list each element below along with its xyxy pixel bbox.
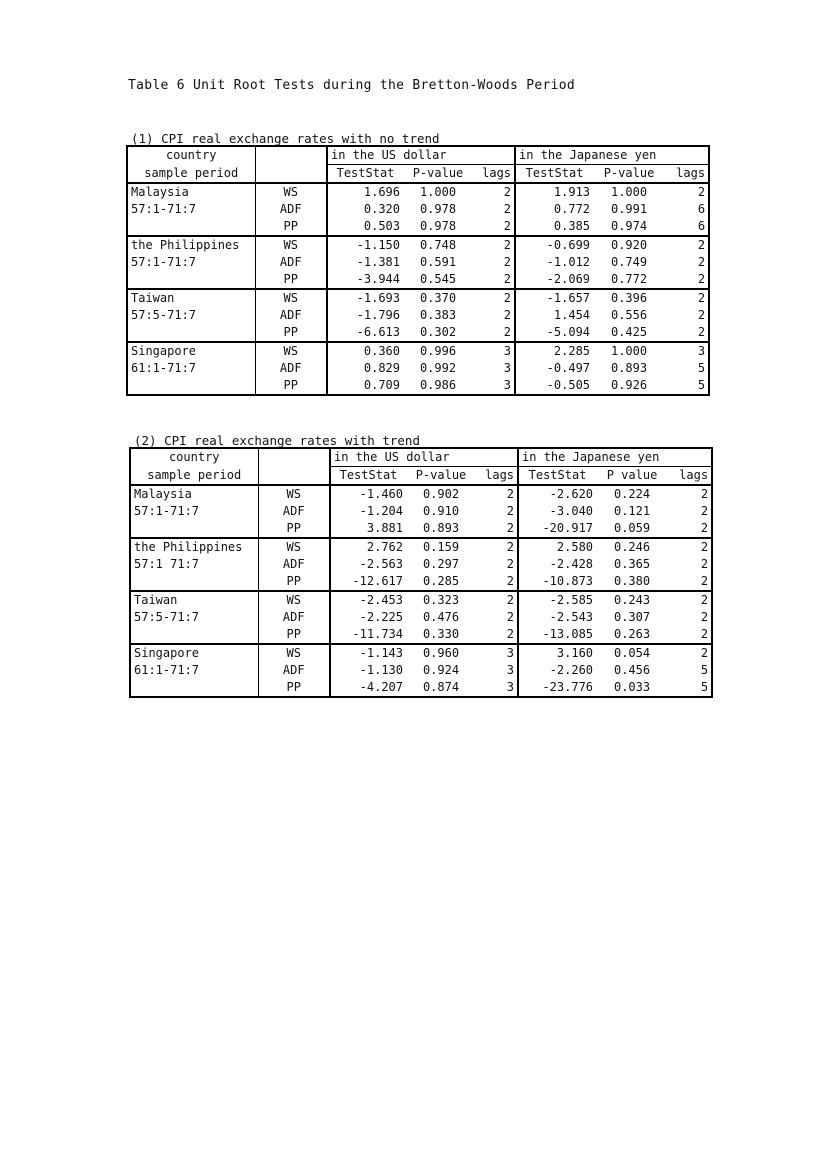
us-lags-value: 3	[473, 377, 515, 395]
us-pvalue-value: 0.986	[403, 377, 473, 395]
jp-pvalue-value: 0.893	[610, 361, 648, 375]
us-teststat-value: -2.563	[330, 556, 406, 573]
us-dollar-header: in the US dollar	[330, 448, 518, 467]
us-lags-value: 2	[473, 324, 515, 342]
country-name: Taiwan	[127, 289, 255, 307]
jp-pvalue-value: 0.456	[613, 663, 651, 677]
country-name: Singapore	[130, 644, 258, 662]
jp-lags-value: 2	[668, 556, 712, 573]
table-row	[127, 324, 709, 342]
us-lags-value: 3	[506, 646, 515, 660]
jp-pvalue-value: 0.991	[610, 202, 648, 216]
unit-root-table-no-trend	[126, 145, 710, 396]
page-title: Table 6 Unit Root Tests during the Bretton-Woods Period	[128, 78, 575, 93]
jp-lags-value: 2	[668, 644, 712, 662]
country-name: Taiwan	[130, 591, 258, 609]
jp-lags-value: 6	[665, 218, 709, 236]
test-name: ADF	[258, 503, 330, 520]
jp-teststat-value: -2.543	[518, 609, 596, 626]
jp-lags-value: 2	[665, 307, 709, 324]
us-pvalue-value: 0.924	[422, 663, 460, 677]
us-lags-value: 3	[506, 663, 515, 677]
test-header-blank-2	[258, 467, 330, 486]
table-row	[130, 520, 712, 538]
sample-period: 57:1-71:7	[130, 503, 258, 520]
us-teststat-value: -3.944	[327, 271, 403, 289]
us-pvalue-value: 0.370	[419, 291, 457, 305]
test-name: ADF	[255, 307, 327, 324]
jp-teststat-value: -2.585	[518, 591, 596, 609]
us-pvalue-value: 0.297	[422, 557, 460, 571]
test-name: WS	[258, 485, 330, 503]
us-teststat-value: -1.796	[327, 307, 403, 324]
table-row	[127, 342, 709, 360]
us-pvalue-value: 0.960	[422, 646, 460, 660]
us-lags-value: 2	[506, 540, 515, 554]
test-header-blank	[255, 146, 327, 165]
us-lags-value: 3	[503, 344, 512, 358]
sample-period: 57:5-71:7	[127, 307, 255, 324]
test-name: WS	[255, 289, 327, 307]
us-teststat-header: TestStat	[330, 467, 406, 486]
us-lags-value: 2	[503, 185, 512, 199]
table-row	[127, 201, 709, 218]
jp-teststat-value: 2.580	[518, 538, 596, 556]
jp-lags-value: 2	[668, 573, 712, 591]
us-teststat-value: 0.829	[327, 360, 403, 377]
us-teststat-value: -1.460	[330, 485, 406, 503]
table-row	[127, 307, 709, 324]
us-teststat-value: -6.613	[327, 324, 403, 342]
jp-teststat-value: -1.657	[515, 289, 593, 307]
us-lags-value: 2	[506, 557, 515, 571]
jp-lags-value: 5	[668, 679, 712, 697]
jp-pvalue-value: 0.926	[593, 377, 665, 395]
jp-lags-value: 2	[668, 626, 712, 644]
us-pvalue-value: 0.978	[403, 218, 473, 236]
jp-teststat-value: -2.428	[518, 556, 596, 573]
jp-pvalue-value: 0.054	[613, 646, 651, 660]
jp-lags-value: 5	[668, 662, 712, 679]
country-cell-blank	[127, 218, 255, 236]
us-teststat-value: 0.503	[327, 218, 403, 236]
country-name: the Philippines	[130, 538, 258, 556]
test-header-blank	[258, 448, 330, 467]
jp-lags-value: 5	[665, 377, 709, 395]
table-row	[130, 556, 712, 573]
test-name: PP	[255, 324, 327, 342]
header-row-2	[127, 165, 709, 184]
jp-teststat-value: 1.913	[515, 183, 593, 201]
test-name: ADF	[258, 609, 330, 626]
jp-lags-value: 2	[665, 289, 709, 307]
test-name: PP	[258, 573, 330, 591]
jp-lags-value: 2	[668, 609, 712, 626]
us-teststat-value: -1.130	[330, 662, 406, 679]
jp-pvalue-value: 0.365	[613, 557, 651, 571]
sample-period: 61:1-71:7	[130, 662, 258, 679]
jp-pvalue-value: 0.380	[596, 573, 668, 591]
jp-teststat-value: -2.260	[518, 662, 596, 679]
jp-lags-value: 2	[668, 591, 712, 609]
us-lags-value: 2	[476, 573, 518, 591]
us-lags-value: 2	[506, 610, 515, 624]
us-lags-value: 2	[476, 626, 518, 644]
country-cell-blank	[130, 573, 258, 591]
us-pvalue-value: 0.748	[419, 238, 457, 252]
jp-lags-value: 2	[665, 254, 709, 271]
us-teststat-value: -1.143	[330, 644, 406, 662]
us-pvalue-value: 0.902	[422, 487, 460, 501]
us-teststat-value: 3.881	[330, 520, 406, 538]
test-name: ADF	[258, 662, 330, 679]
us-pvalue-value: 0.330	[406, 626, 476, 644]
country-header: country	[130, 448, 258, 467]
table-row	[127, 360, 709, 377]
jp-lags-value: 5	[665, 360, 709, 377]
country-header: country	[127, 146, 255, 165]
test-name: ADF	[255, 201, 327, 218]
jp-lags-value: 6	[665, 201, 709, 218]
us-pvalue-value: 0.323	[422, 593, 460, 607]
test-name: WS	[258, 644, 330, 662]
test-name: WS	[255, 342, 327, 360]
country-name: Singapore	[127, 342, 255, 360]
us-pvalue-value: 0.996	[419, 344, 457, 358]
jp-teststat-value: 3.160	[518, 644, 596, 662]
us-teststat-value: -1.150	[327, 236, 403, 254]
japanese-yen-header: in the Japanese yen	[515, 146, 709, 165]
us-lags-value: 2	[506, 504, 515, 518]
us-lags-value: 2	[473, 218, 515, 236]
us-pvalue-value: 0.978	[419, 202, 457, 216]
jp-teststat-value: 2.285	[515, 342, 593, 360]
us-lags-value: 2	[506, 593, 515, 607]
test-name: WS	[258, 538, 330, 556]
table-row	[130, 662, 712, 679]
sample-period: 57:5-71:7	[130, 609, 258, 626]
test-name: ADF	[258, 556, 330, 573]
jp-pvalue-value: 0.920	[610, 238, 648, 252]
jp-lags-value: 2	[668, 503, 712, 520]
country-name: Malaysia	[127, 183, 255, 201]
table-row	[127, 183, 709, 201]
jp-pvalue-value: 0.396	[610, 291, 648, 305]
jp-pvalue-value: 0.425	[593, 324, 665, 342]
sample-period-header: sample period	[130, 467, 258, 486]
us-dollar-header: in the US dollar	[327, 146, 515, 165]
jp-teststat-value: -10.873	[518, 573, 596, 591]
jp-pvalue-value: 1.000	[610, 344, 648, 358]
jp-lags-header: lags	[668, 467, 712, 486]
us-pvalue-value: 0.545	[403, 271, 473, 289]
sample-period: 57:1-71:7	[127, 201, 255, 218]
sample-period-header: sample period	[127, 165, 255, 184]
us-teststat-value: -4.207	[330, 679, 406, 697]
table-row	[130, 644, 712, 662]
us-pvalue-value: 0.383	[419, 308, 457, 322]
us-lags-value: 2	[503, 308, 512, 322]
jp-teststat-value: 0.385	[515, 218, 593, 236]
jp-teststat-value: -20.917	[518, 520, 596, 538]
jp-lags-value: 2	[668, 520, 712, 538]
us-lags-value: 2	[473, 271, 515, 289]
table-row	[127, 218, 709, 236]
table-row	[127, 236, 709, 254]
jp-lags-value: 2	[668, 538, 712, 556]
section-1-caption: (1) CPI real exchange rates with no trend	[131, 131, 440, 146]
table-row	[130, 573, 712, 591]
test-name: WS	[255, 236, 327, 254]
test-name: ADF	[255, 254, 327, 271]
us-pvalue-value: 0.893	[406, 520, 476, 538]
jp-pvalue-value: 0.246	[613, 540, 651, 554]
us-lags-value: 3	[503, 361, 512, 375]
table-row	[130, 679, 712, 697]
jp-teststat-value: -0.699	[515, 236, 593, 254]
country-cell-blank	[127, 324, 255, 342]
country-name: the Philippines	[127, 236, 255, 254]
us-lags-value: 2	[506, 487, 515, 501]
jp-teststat-value: 0.772	[515, 201, 593, 218]
us-lags-value: 3	[476, 679, 518, 697]
jp-teststat-value: 1.454	[515, 307, 593, 324]
us-lags-header: lags	[476, 467, 518, 486]
us-teststat-value: -2.225	[330, 609, 406, 626]
sample-period: 57:1-71:7	[127, 254, 255, 271]
country-cell-blank	[130, 520, 258, 538]
table-row	[130, 626, 712, 644]
us-pvalue-value: 0.591	[419, 255, 457, 269]
jp-lags-header: lags	[665, 165, 709, 184]
us-teststat-value: -2.453	[330, 591, 406, 609]
us-teststat-value: 2.762	[330, 538, 406, 556]
us-pvalue-header: P-value	[403, 165, 473, 184]
jp-pvalue-value: 0.059	[596, 520, 668, 538]
jp-teststat-value: -3.040	[518, 503, 596, 520]
us-teststat-value: 0.709	[327, 377, 403, 395]
jp-teststat-value: -0.497	[515, 360, 593, 377]
jp-lags-value: 3	[665, 342, 709, 360]
jp-lags-value: 2	[665, 236, 709, 254]
us-teststat-value: 0.320	[327, 201, 403, 218]
us-pvalue-value: 0.159	[422, 540, 460, 554]
us-teststat-value: 1.696	[327, 183, 403, 201]
jp-pvalue-value: 0.121	[613, 504, 651, 518]
jp-lags-value: 2	[665, 324, 709, 342]
us-lags-header: lags	[473, 165, 515, 184]
us-lags-value: 2	[476, 520, 518, 538]
jp-teststat-header: TestStat	[515, 165, 593, 184]
jp-teststat-value: -13.085	[518, 626, 596, 644]
test-name: WS	[255, 183, 327, 201]
test-name: ADF	[255, 360, 327, 377]
jp-pvalue-value: 0.307	[613, 610, 651, 624]
jp-pvalue-value: 0.974	[593, 218, 665, 236]
jp-lags-value: 2	[665, 183, 709, 201]
jp-teststat-header: TestStat	[518, 467, 596, 486]
jp-pvalue-value: 0.772	[593, 271, 665, 289]
us-pvalue-value: 0.476	[422, 610, 460, 624]
jp-pvalue-value: 1.000	[610, 185, 648, 199]
jp-teststat-value: -1.012	[515, 254, 593, 271]
header-row-2	[130, 467, 712, 486]
country-cell-blank	[130, 679, 258, 697]
table-row	[130, 538, 712, 556]
jp-pvalue-value: 0.263	[596, 626, 668, 644]
sample-period: 61:1-71:7	[127, 360, 255, 377]
table-row	[130, 591, 712, 609]
us-teststat-value: -11.734	[330, 626, 406, 644]
jp-pvalue-value: 0.749	[610, 255, 648, 269]
test-name: PP	[258, 679, 330, 697]
us-teststat-value: -1.381	[327, 254, 403, 271]
japanese-yen-header: in the Japanese yen	[518, 448, 712, 467]
jp-pvalue-value: 0.556	[610, 308, 648, 322]
table-row	[130, 485, 712, 503]
jp-pvalue-value: 0.224	[613, 487, 651, 501]
header-row-1	[130, 448, 712, 467]
country-name: Malaysia	[130, 485, 258, 503]
us-pvalue-value: 0.910	[422, 504, 460, 518]
jp-pvalue-header: P value	[596, 467, 668, 486]
table-row	[127, 377, 709, 395]
us-lags-value: 2	[503, 291, 512, 305]
us-pvalue-value: 0.874	[406, 679, 476, 697]
test-name: PP	[255, 377, 327, 395]
table-row	[127, 254, 709, 271]
jp-teststat-value: -5.094	[515, 324, 593, 342]
us-teststat-header: TestStat	[327, 165, 403, 184]
us-pvalue-value: 1.000	[419, 185, 457, 199]
jp-teststat-value: -2.069	[515, 271, 593, 289]
table-row	[130, 609, 712, 626]
us-pvalue-value: 0.992	[419, 361, 457, 375]
country-cell-blank	[130, 626, 258, 644]
sample-period: 57:1 71:7	[130, 556, 258, 573]
us-pvalue-header: P-value	[406, 467, 476, 486]
test-name: PP	[255, 218, 327, 236]
table-row	[127, 271, 709, 289]
jp-teststat-value: -23.776	[518, 679, 596, 697]
unit-root-table-with-trend	[129, 447, 713, 698]
us-pvalue-value: 0.285	[406, 573, 476, 591]
test-name: PP	[258, 520, 330, 538]
jp-teststat-value: -2.620	[518, 485, 596, 503]
test-name: PP	[258, 626, 330, 644]
header-row-1	[127, 146, 709, 165]
jp-pvalue-value: 0.243	[613, 593, 651, 607]
jp-lags-value: 2	[665, 271, 709, 289]
section-2-caption: (2) CPI real exchange rates with trend	[134, 433, 420, 448]
us-lags-value: 2	[503, 238, 512, 252]
jp-pvalue-header: P-value	[593, 165, 665, 184]
us-teststat-value: -1.204	[330, 503, 406, 520]
table-row	[130, 503, 712, 520]
country-cell-blank	[127, 377, 255, 395]
test-header-blank-2	[255, 165, 327, 184]
jp-pvalue-value: 0.033	[596, 679, 668, 697]
us-teststat-value: -12.617	[330, 573, 406, 591]
us-lags-value: 2	[503, 255, 512, 269]
table-row	[127, 289, 709, 307]
us-teststat-value: -1.693	[327, 289, 403, 307]
us-pvalue-value: 0.302	[403, 324, 473, 342]
test-name: PP	[255, 271, 327, 289]
test-name: WS	[258, 591, 330, 609]
us-teststat-value: 0.360	[327, 342, 403, 360]
jp-teststat-value: -0.505	[515, 377, 593, 395]
country-cell-blank	[127, 271, 255, 289]
us-lags-value: 2	[503, 202, 512, 216]
jp-lags-value: 2	[668, 485, 712, 503]
